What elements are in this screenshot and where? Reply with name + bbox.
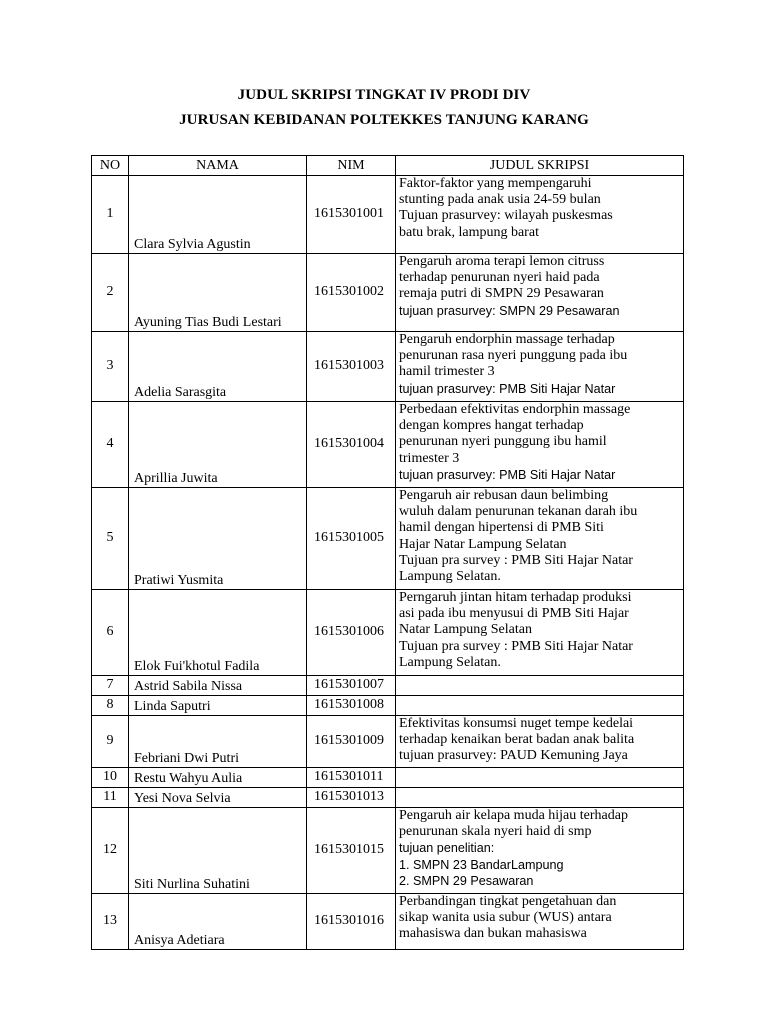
judul-line: hamil dengan hipertensi di PMB Siti	[399, 520, 604, 536]
judul-line: trimester 3	[399, 450, 460, 466]
judul-line: Tujuan pra survey : PMB Siti Hajar Natar	[399, 552, 633, 568]
judul-line: Hajar Natar Lampung Selatan	[399, 536, 567, 552]
table-row	[92, 176, 684, 254]
judul-line: Tujuan pra survey : PMB Siti Hajar Natar	[399, 638, 633, 654]
judul-line: Perngaruh jintan hitam terhadap produksi	[399, 590, 632, 605]
judul-line: Pengaruh air kelapa muda hijau terhadap	[399, 808, 628, 823]
judul-line: tujuan penelitian:	[399, 841, 495, 856]
judul-line: penurunan nyeri punggung ibu hamil	[399, 434, 607, 450]
judul-line: 2. SMPN 29 Pesawaran	[399, 873, 534, 888]
judul-line: Perbedaan efektivitas endorphin massage	[399, 402, 631, 417]
cell-nama: Ayuning Tias Budi Lestari	[129, 254, 307, 332]
table-row	[92, 768, 684, 788]
cell-nama: Astrid Sabila Nissa	[129, 676, 307, 696]
cell-judul-skripsi	[396, 696, 684, 716]
judul-line: Tujuan prasurvey: wilayah puskesmas	[399, 208, 613, 224]
cell-judul-skripsi	[396, 488, 684, 590]
cell-judul-skripsi	[396, 676, 684, 696]
judul-line: remaja putri di SMPN 29 Pesawaran	[399, 286, 604, 302]
cell-judul-skripsi	[396, 590, 684, 676]
cell-judul-skripsi	[396, 254, 684, 332]
column-header-judul: JUDUL SKRIPSI	[396, 156, 684, 176]
table-row	[92, 254, 684, 332]
judul-line: Lampung Selatan.	[399, 654, 501, 670]
thesis-table	[91, 155, 684, 950]
document-subtitle: JURUSAN KEBIDANAN POLTEKKES TANJUNG KARANG	[179, 112, 589, 128]
cell-judul-skripsi	[396, 716, 684, 768]
cell-no: 12	[92, 808, 129, 894]
cell-nama: Anisya Adetiara	[129, 894, 307, 950]
cell-no: 1	[92, 176, 129, 254]
column-header-no: NO	[92, 156, 129, 176]
judul-line: Natar Lampung Selatan	[399, 622, 532, 638]
cell-judul-skripsi	[396, 788, 684, 808]
cell-no: 8	[92, 696, 129, 716]
cell-nim: 1615301006	[307, 590, 396, 676]
judul-line: penurunan rasa nyeri punggung pada ibu	[399, 348, 628, 364]
cell-nim: 1615301015	[307, 808, 396, 894]
cell-no: 3	[92, 332, 129, 402]
document-title: JUDUL SKRIPSI TINGKAT IV PRODI DIV	[237, 87, 531, 103]
cell-nama: Siti Nurlina Suhatini	[129, 808, 307, 894]
cell-nim: 1615301011	[307, 768, 396, 788]
judul-line: asi pada ibu menyusui di PMB Siti Hajar	[399, 606, 629, 622]
judul-line: hamil trimester 3	[399, 364, 495, 380]
judul-line: wuluh dalam penurunan tekanan darah ibu	[399, 504, 638, 520]
cell-nama: Febriani Dwi Putri	[129, 716, 307, 768]
judul-line: 1. SMPN 23 BandarLampung	[399, 857, 564, 872]
table-row	[92, 894, 684, 950]
column-header-nim: NIM	[307, 156, 396, 176]
cell-judul-skripsi	[396, 176, 684, 254]
cell-no: 6	[92, 590, 129, 676]
cell-nama: Restu Wahyu Aulia	[129, 768, 307, 788]
cell-nama: Adelia Sarasgita	[129, 332, 307, 402]
cell-judul-skripsi	[396, 768, 684, 788]
cell-nim: 1615301003	[307, 332, 396, 402]
cell-nim: 1615301009	[307, 716, 396, 768]
table-row	[92, 676, 684, 696]
cell-nim: 1615301001	[307, 176, 396, 254]
judul-line: mahasiswa dan bukan mahasiswa	[399, 926, 587, 942]
cell-nama: Yesi Nova Selvia	[129, 788, 307, 808]
judul-line: sikap wanita usia subur (WUS) antara	[399, 910, 612, 926]
table-row	[92, 716, 684, 768]
judul-line: tujuan prasurvey: PMB Siti Hajar Natar	[399, 467, 616, 482]
cell-nim: 1615301005	[307, 488, 396, 590]
cell-judul-skripsi	[396, 332, 684, 402]
judul-line: Lampung Selatan.	[399, 569, 501, 585]
cell-nim: 1615301008	[307, 696, 396, 716]
cell-no: 9	[92, 716, 129, 768]
table-row	[92, 488, 684, 590]
judul-line: Pengaruh endorphin massage terhadap	[399, 332, 615, 347]
table-header-row	[92, 156, 684, 176]
judul-line: terhadap kenaikan berat badan anak balita	[399, 732, 635, 748]
table-row	[92, 590, 684, 676]
cell-no: 4	[92, 402, 129, 488]
cell-judul-skripsi	[396, 808, 684, 894]
cell-judul-skripsi	[396, 402, 684, 488]
table-row	[92, 402, 684, 488]
cell-no: 7	[92, 676, 129, 696]
cell-nama: Linda Saputri	[129, 696, 307, 716]
cell-no: 13	[92, 894, 129, 950]
table-row	[92, 788, 684, 808]
cell-nama: Pratiwi Yusmita	[129, 488, 307, 590]
judul-line: Pengaruh aroma terapi lemon citruss	[399, 254, 605, 269]
table-row	[92, 808, 684, 894]
cell-nim: 1615301016	[307, 894, 396, 950]
table-body	[92, 176, 684, 950]
judul-line: tujuan prasurvey: PAUD Kemuning Jaya	[399, 748, 628, 764]
column-header-nama: NAMA	[129, 156, 307, 176]
judul-line: Faktor-faktor yang mempengaruhi	[399, 176, 592, 191]
cell-nama: Aprillia Juwita	[129, 402, 307, 488]
cell-nim: 1615301002	[307, 254, 396, 332]
judul-line: Pengaruh air rebusan daun belimbing	[399, 488, 609, 503]
cell-no: 10	[92, 768, 129, 788]
table-row	[92, 696, 684, 716]
cell-nim: 1615301004	[307, 402, 396, 488]
cell-no: 5	[92, 488, 129, 590]
cell-no: 2	[92, 254, 129, 332]
judul-line: penurunan skala nyeri haid di smp	[399, 824, 592, 840]
judul-line: terhadap penurunan nyeri haid pada	[399, 270, 600, 286]
cell-judul-skripsi	[396, 894, 684, 950]
judul-line: tujuan prasurvey: SMPN 29 Pesawaran	[399, 303, 620, 318]
cell-nim: 1615301007	[307, 676, 396, 696]
cell-nama: Clara Sylvia Agustin	[129, 176, 307, 254]
judul-line: batu brak, lampung barat	[399, 224, 539, 240]
judul-line: Efektivitas konsumsi nuget tempe kedelai	[399, 716, 634, 731]
cell-no: 11	[92, 788, 129, 808]
judul-line: tujuan prasurvey: PMB Siti Hajar Natar	[399, 381, 616, 396]
judul-line: dengan kompres hangat terhadap	[399, 418, 584, 434]
cell-nama: Elok Fui'khotul Fadila	[129, 590, 307, 676]
judul-line: Perbandingan tingkat pengetahuan dan	[399, 894, 617, 909]
cell-nim: 1615301013	[307, 788, 396, 808]
table-row	[92, 332, 684, 402]
judul-line: stunting pada anak usia 24-59 bulan	[399, 192, 601, 208]
